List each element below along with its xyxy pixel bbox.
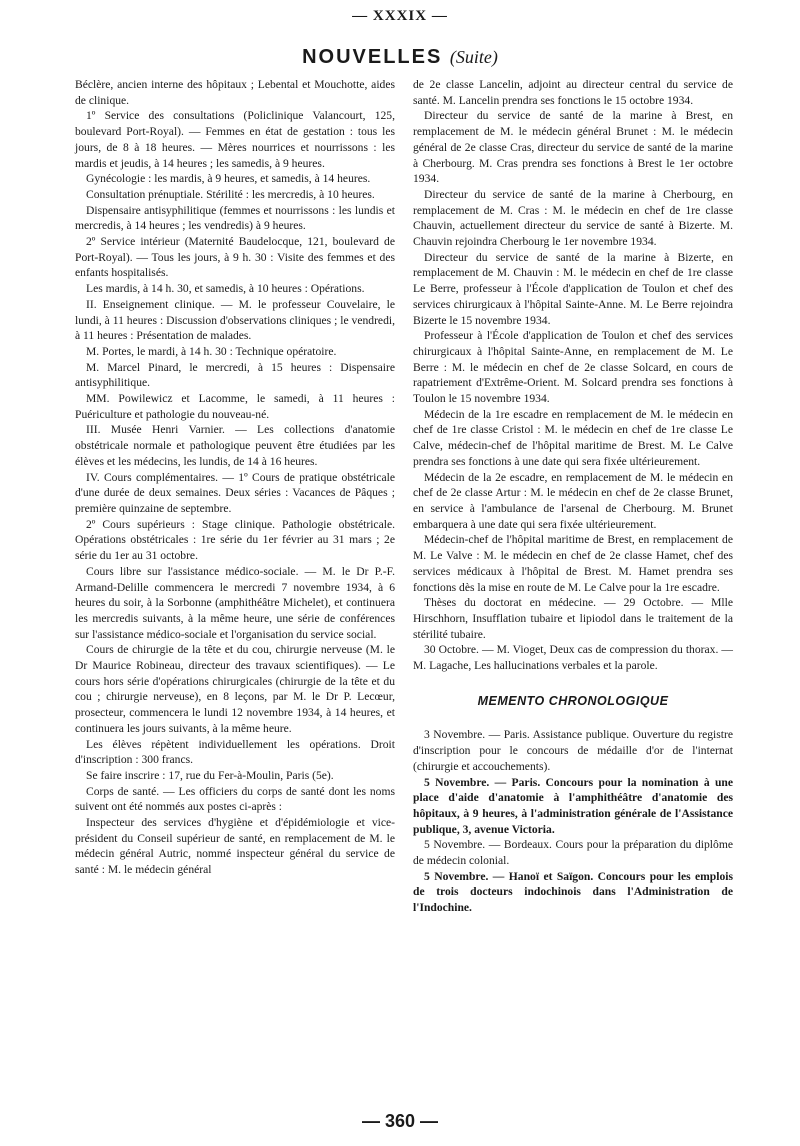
paragraph: Inspecteur des services d'hygiène et d'épidémiologie et vice-président du Conseil supérieur de santé, en remplacement de M. le médecin général Autric, nommé inspecteur général du service de santé : M. le médecin général xyxy=(75,816,395,877)
paragraph: III. Musée Henri Varnier. — Les collections d'anatomie obstétricale normale et pathologique peuvent être étudiées par les élèves et les médecins, les lundis, de 14 à 16 heures. xyxy=(75,423,395,468)
paragraph: Les élèves répètent individuellement les opérations. Droit d'inscription : 300 francs. xyxy=(75,737,395,767)
paragraph: Se faire inscrire : 17, rue du Fer-à-Moulin, Paris (5e). xyxy=(86,768,334,782)
paragraph: 2º Cours supérieurs : Stage clinique. Pathologie obstétricale. Opérations obstétricales : 1re série du 1er février au 31 mars ; 2e série du 1er au 31 octobre. xyxy=(75,517,395,563)
memento-item: 5 Novembre. — Paris. Concours pour la nomination à une place d'aide d'anatomie à l'amphithéâtre d'anatomie des hôpitaux, à 9 heures, à l'administration générale de l'Assistance publique, 3, avenue Victoria. xyxy=(413,775,733,836)
paragraph: 30 Octobre. — M. Vioget, Deux cas de compression du thorax. — M. Lagache, Les hallucinations verbales et la parole. xyxy=(413,643,733,673)
paragraph: Corps de santé. — Les officiers du corps de santé dont les noms suivent ont été nommés aux postes ci-après : xyxy=(75,784,395,814)
section-title-suffix: (Suite) xyxy=(449,47,498,67)
memento-item: 3 Novembre. — Paris. Assistance publique. Ouverture du registre d'inscription pour le concours de médaille d'or de l'internat (chirurgie et accouchements). xyxy=(413,728,733,773)
memento-item: 5 Novembre. — Hanoï et Saïgon. Concours pour les emplois de trois docteurs indochinois dans l'Administration de l'Indochine. xyxy=(413,869,733,915)
paragraph: II. Enseignement clinique. — M. le professeur Couvelaire, le lundi, à 11 heures : Discussion d'observations cliniques ; le vendredi, à 11 heures : Présentation de malades. xyxy=(75,297,395,343)
paragraph: Directeur du service de santé de la marine à Brest, en remplacement de M. le médecin général Brunet : M. le médecin général de 2e classe Cras, directeur du service de santé de la marine à Cherbourg. M. Cras prendra ses fonctions à Brest le 1er octobre 1934. xyxy=(413,109,733,186)
right-column xyxy=(413,77,733,916)
paragraph: Cours libre sur l'assistance médico-sociale. — M. le Dr P.-F. Armand-Delille commencera le mercredi 7 novembre 1934, à 6 heures du soir, à la Sorbonne (amphithéâtre Michelet), et continuera les mercredis suivants, à la même heure, une série de conférences sur l'assistance médico-sociale et l'organisation du service social. xyxy=(75,564,395,641)
paragraph: M. Portes, le mardi, à 14 h. 30 : Technique opératoire. xyxy=(86,344,337,358)
paragraph: 2º Service intérieur (Maternité Baudelocque, 121, boulevard de Port-Royal). — Tous les jours, à 9 h. 30 : Visite des femmes et des enfants hospitalisés. xyxy=(75,235,395,280)
paragraph: Béclère, ancien interne des hôpitaux ; Lebental et Mouchotte, aides de clinique. xyxy=(75,78,395,107)
roman-page-number: — XXXIX — xyxy=(352,8,448,24)
paragraph: Gynécologie : les mardis, à 9 heures, et samedis, à 14 heures. xyxy=(86,172,371,186)
paragraph: Professeur à l'École d'application de Toulon et chef des services chirurgicaux à l'hôpital Sainte-Anne, en remplacement de M. Le Berre : M. le médecin en chef de 2e classe Solcard, en cours de rapatriement d'Extrême-Orient. M. Solcard prendra ses fonctions à Toulon le 15 novembre 1934. xyxy=(413,329,733,406)
paragraph: Médecin de la 1re escadre en remplacement de M. le médecin en chef de 1re classe Cristol : M. le médecin en chef de 1re classe Le Calve, médecin-chef de l'hôpital maritime de Brest. M. Le Calve prendra ses fonctions à une date qui sera fixée ultérieurement. xyxy=(413,407,733,468)
paragraph: M. Marcel Pinard, le mercredi, à 15 heures : Dispensaire antisyphilitique. xyxy=(75,360,395,390)
left-column xyxy=(75,77,395,878)
paragraph: Les mardis, à 14 h. 30, et samedis, à 10 heures : Opérations. xyxy=(86,282,365,296)
paragraph: Médecin de la 2e escadre, en remplacement de M. le médecin en chef de 2e classe Artur : M. le médecin en chef de 2e classe Brunet, en service à l'ambulance de l'arsenal de Cherbourg. M. Brunet embarquera à une date qui sera fixée ultérieurement. xyxy=(413,470,733,531)
paragraph: Cours de chirurgie de la tête et du cou, chirurgie nerveuse (M. le Dr Maurice Robineau, directeur des travaux scientifiques). — Le cours hors série d'opérations chirurgicales (chirurgie de la tête et du cou ; chirurgie nerveuse), en 8 leçons, par M. le Dr P. Lecœur, prosecteur, commencera le lundi 12 novembre 1934, à 14 heures, et continuera les jours suivants, à la même heure. xyxy=(75,643,395,735)
memento-heading: MEMENTO CHRONOLOGIQUE xyxy=(477,693,669,708)
section-title: NOUVELLES xyxy=(302,46,443,68)
paragraph: Thèses du doctorat en médecine. — 29 Octobre. — Mlle Hirschhorn, Insufflation tubaire et lipiodol dans le traitement de la stérilité tubaire. xyxy=(413,596,733,641)
paragraph: Consultation prénuptiale. Stérilité : les mercredis, à 10 heures. xyxy=(86,187,375,201)
paragraph: Médecin-chef de l'hôpital maritime de Brest, en remplacement de M. Le Valve : M. le médecin en chef de 2e classe Hamet, chef des services médicaux à l'hôpital de Brest. M. Hamet prendra ses fonctions dès la mise en route de M. Le Calve pour la 1re escadre. xyxy=(413,533,733,594)
memento-item: 5 Novembre. — Bordeaux. Cours pour la préparation du diplôme de médecin colonial. xyxy=(413,838,733,868)
section-heading xyxy=(0,46,800,69)
paragraph: de 2e classe Lancelin, adjoint au directeur central du service de santé. M. Lancelin prendra ses fonctions le 15 octobre 1934. xyxy=(413,78,733,107)
paragraph: Directeur du service de santé de la marine à Bizerte, en remplacement de M. Chauvin : M. le médecin en chef de 1re classe Le Berre, professeur à l'École d'application de Toulon et chef des services chirurgicaux à l'hôpital Sainte-Anne. M. Le Berre rejoindra Bizerte le 15 novembre 1934. xyxy=(413,250,733,327)
paragraph: IV. Cours complémentaires. — 1º Cours de pratique obstétricale d'une durée de deux semaines. Deux séries : Vacances de Pâques ; première quinzaine de septembre. xyxy=(75,470,395,515)
paragraph: Directeur du service de santé de la marine à Cherbourg, en remplacement de M. Cras : M. le médecin en chef de 1re classe Chauvin, actuellement directeur du service de santé à Bizerte. M. Chauvin rejoindra Cherbourg le 1er novembre 1934. xyxy=(413,187,733,249)
page-number: — 360 — xyxy=(361,1111,439,1131)
paragraph: MM. Powilewicz et Lacomme, le samedi, à 11 heures : Puériculture et pathologie du nouveau-né. xyxy=(75,392,395,421)
paragraph: Dispensaire antisyphilitique (femmes et nourrissons : les lundis et mercredis, à 14 heures ; les vendredis) à 9 heures. xyxy=(75,203,395,233)
paragraph: 1º Service des consultations (Policlinique Valancourt, 125, boulevard Port-Royal). — Femmes en état de gestation : tous les jours, de 8 à 18 heures. — Mères nourrices et nourrissons : les mardis et jeudis, à 14 heures ; les samedis, à 9 heures. xyxy=(75,109,395,170)
